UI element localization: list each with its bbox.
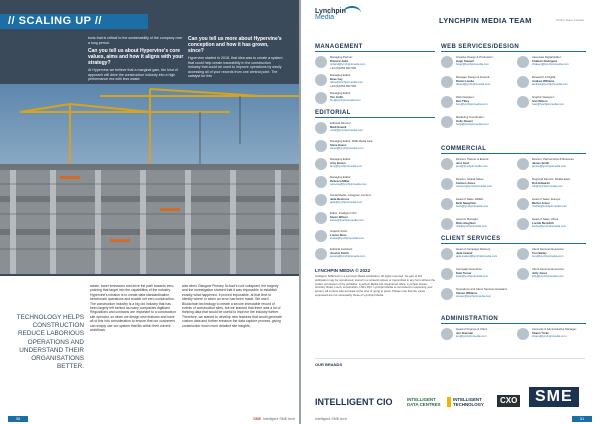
member-role: Head of Sales, Europe: [532,197,561,201]
member-name: Steven Williams [456,290,478,295]
member-name: Kate Turner [456,270,472,275]
member-name: Shaun Yorke [532,330,549,335]
member-email[interactable]: daniel@lynchpinmedia.com [456,82,491,87]
team-member [517,96,589,108]
member-name: Dave Cay [330,76,343,81]
team-member [315,194,435,206]
avatar [517,268,529,280]
member-email[interactable]: steve@lynchpinmedia.com [330,146,364,151]
member-role: Client Services Executive: [532,267,565,271]
avatar [315,56,327,68]
member-email[interactable]: jess@lynchpinmedia.com [456,164,488,169]
member-email[interactable]: louise@lynchpinmedia.com [330,236,365,241]
member-role: Client Services Executive: [532,247,565,251]
team-member [315,56,435,70]
member-email[interactable]: carmen@lynchpinmedia.com [456,184,493,189]
member-name: Jon Brennan [456,330,474,335]
member-role: Operations and Client Services Assistant: [456,287,508,291]
member-role: Editorial Director: [330,121,352,125]
avatar [517,218,529,230]
avatar [517,56,529,68]
member-role: Marketing Coordinator: [456,115,485,119]
avatar [315,92,327,104]
member-email[interactable]: james@lynchpinmedia.com [532,164,567,169]
member-role: Research & Digital: [532,75,556,79]
member-phone: +44 (0)1652 822 584 [330,65,357,70]
member-email[interactable]: dave@lynchpinmedia.com [330,80,363,85]
team-member [315,122,435,134]
brand-intelligent-data-centres: INTELLIGENT DATA CENTRES [407,397,441,407]
member-name: Holly Stower [456,118,473,123]
member-role: Campaign Executive: [456,267,483,271]
member-email[interactable]: rob@lynchpinmedia.com [532,184,563,189]
member-email[interactable]: beth@lynchpinmedia.com [456,204,489,209]
member-name: Louise West [330,232,347,237]
team-member [441,56,513,68]
member-role: Web Designer: [456,95,475,99]
avatar [315,230,327,242]
logo-text: Lynchpin [315,8,346,15]
body-text: tools that is critical to the sustainability of the company over a long period. [88,36,183,45]
member-email[interactable]: jade.ireland@lynchpinmedia.com [456,254,498,259]
member-role: Managing Editor: [330,73,352,77]
member-email[interactable]: richard@lynchpinmedia.com [330,62,366,67]
left-page [0,0,299,424]
member-name: Rick Houghton [456,220,476,225]
member-role: Social Media, Instagram Content: [330,193,372,197]
avatar [517,178,529,190]
section-heading-commercial: COMMERCIAL [441,146,586,154]
member-name: Tom Bailey [532,250,547,255]
team-member [315,176,435,188]
member-role: Managing Partner: [330,55,354,59]
member-name: James Smith [532,160,550,165]
team-member [315,248,435,260]
member-role: Regional Director, Middle East: [532,177,571,181]
team-member [441,198,513,210]
brands-label: OUR BRANDS [315,362,343,367]
member-email[interactable]: michel@lynchpinmedia.com [532,204,567,209]
lynchpin-logo [315,8,359,32]
avatar [441,96,453,108]
member-name: Carmen Jones [456,180,476,185]
member-role: Accounts & Administrative Manager: [532,327,577,331]
member-email[interactable]: mark@lynchpinmedia.com [330,128,363,133]
section-heading-web: WEB SERVICES/DESIGN [441,44,586,52]
member-name: Hugo Stewart [456,58,475,63]
brand-cxo: CXO [497,395,520,407]
team-member [517,268,589,280]
team-member [441,96,513,108]
brand-sme: SME [529,387,579,407]
member-name: Karen Wilson [330,214,348,219]
page-number: 31 [572,416,592,422]
avatar [517,96,529,108]
construction-site-image [0,84,299,274]
body-text: Hypervine started in 2018, that idea was to create a system that could help create traceability in the construction industry that could be used to improve operations by easily accessing all of your records from one central point. The catalyst for this [188,56,283,79]
avatar [441,268,453,280]
member-email[interactable]: jade@lynchpinmedia.com [330,200,363,205]
team-member [517,76,589,88]
team-member [315,140,435,152]
team-member [441,158,513,170]
member-role: Associate Digital Editor: [532,55,562,59]
member-email[interactable]: lorelle@lynchpinmedia.com [532,224,567,229]
member-email[interactable]: hugo@lynchpinmedia.com [456,62,490,67]
member-email[interactable]: ben@lynchpinmedia.com [456,102,488,107]
member-name: Ivan Wilson [532,98,548,103]
avatar [517,76,529,88]
avatar [315,194,327,206]
text-column-4: was when Glasgow Primary School's roof collapsed, the tragedy and the investigation showed that it was impossible to establish exactly what happened. It proved impossible, at that time to identify where or when an error had been made. We used Blockchain technology to create a secure immutable record of events of construction sites, but we learned that there was a lot of thinking data that would be useful to improve the industry further. Therefore, we started to develop new features that would generate custom data and further enhance the data capture process, giving construction much more detailed site insights. [182,284,282,328]
team-member [315,230,435,242]
member-role: Director, Partner & Events: [456,157,490,161]
member-email[interactable]: kate@lynchpinmedia.com [456,274,489,279]
member-name: Tim Goffe [330,94,344,99]
avatar [441,288,453,300]
member-name: Michel Joiner [532,200,550,205]
member-name: Jess Kent [456,160,470,165]
avatar [441,158,453,170]
page-number: 30 [8,416,28,422]
member-email[interactable]: amy@lynchpinmedia.com [330,164,363,169]
avatar [315,140,327,152]
member-name: Steve Evans [330,142,347,147]
team-member [315,92,435,104]
member-role: Director, Partnerships & Business: [532,157,575,161]
avatar [315,176,327,188]
member-role: Manager Design & Artwork: [456,75,491,79]
team-member [441,218,513,230]
member-email[interactable]: steven@lynchpinmedia.com [456,294,492,299]
member-role: Managing Editor: [330,91,352,95]
team-member [441,288,513,300]
member-email[interactable]: rick@lynchpinmedia.com [456,224,488,229]
avatar [441,248,453,260]
text-column-2 [188,36,284,79]
team-member [517,218,589,230]
member-email[interactable]: andrew@lynchpinmedia.com [532,82,568,87]
avatar [441,56,453,68]
team-member [441,268,513,280]
member-role: Editor, Intelligent CIO: [330,211,358,215]
member-role: Graphic Artist: [330,229,348,233]
folio-brand: SME [253,417,261,421]
avatar [441,328,453,340]
team-member [517,328,589,340]
section-heading-admin: ADMINISTRATION [441,316,586,324]
brand-intelligent-technology: INTELLIGENT TECHNOLOGY [447,397,493,407]
text-column-1 [88,36,184,82]
text-column-3: waste, lower emissions and drive the path towards zero, pushing that target into the capabilities of the industry. Hypervine's mission is to create data standardisation, benchmark operations and enable net zero construction. The construction industry is a big old industry that has been largely left behind as many companies digitised. Regulations and contracts are important to a construction site operator, so when we design new features and have all of this into consideration to ensure that our customers can simply use our system that fits within their current workflows. [90,284,176,333]
team-member [315,74,435,88]
brand-intelligent-cio: INTELLIGENT CIO [315,397,393,407]
team-member [517,248,589,260]
member-name: Jade Ireland [456,250,473,255]
avatar [441,76,453,88]
member-name: Lorelle Meredith [532,220,554,225]
question-heading: Can you tell us about Hypervine's core values, aims and how it aligns with your strategy? [88,48,184,67]
member-name: Jolly Jones [532,270,548,275]
member-email[interactable]: chaleen@lynchpinmedia.com [532,62,569,67]
member-email[interactable]: rebecca@lynchpinmedia.com [330,182,367,187]
member-role: Account Manager: [456,217,479,221]
member-name: Rebecca Miller [330,178,350,183]
member-email[interactable]: jolly@lynchpinmedia.com [532,274,564,279]
member-email[interactable]: holly@lynchpinmedia.com [456,122,489,127]
member-role: Graphic Designer: [532,95,555,99]
member-email[interactable]: ivan@lynchpinmedia.com [532,102,564,107]
avatar [517,248,529,260]
member-email[interactable]: tim@lynchpinmedia.com [330,98,361,103]
publisher-title: LYNCHPIN MEDIA © 2022 [315,268,371,273]
construction-photo [0,84,299,274]
member-email[interactable]: jon@lynchpinmedia.com [456,334,487,339]
team-member [441,328,513,340]
member-name: Rob Edwards [532,180,550,185]
member-role: Head of Sales, Africa: [532,217,559,221]
member-role: Director, Global Sales: [456,177,484,181]
member-name: Daniel Lemke [456,78,475,83]
avatar [441,178,453,190]
member-role: Editorial Assistant: [330,247,353,251]
member-name: Andrew Williams [532,78,555,83]
team-member [517,198,589,210]
member-role: Head of Campaign Delivery: [456,247,491,251]
folio-text: Intelligent SME.tech [263,417,295,421]
team-member [441,178,513,190]
team-member [441,116,513,128]
team-member [315,158,435,170]
member-role: Head of Finance & Chief: [456,327,488,331]
member-role: Managing Editor: [330,157,352,161]
avatar [517,158,529,170]
team-member [517,56,589,68]
avatar [315,122,327,134]
body-text: At Hypervine we believe that a marginal gain, the kind of approach will drive the construction industry into a high performance era with less waste. [88,68,178,82]
right-page [301,0,600,424]
member-name: Mark Dowell [330,124,347,129]
page-title: LYNCHPIN MEDIA TEAM [439,16,532,25]
member-email[interactable]: tom@lynchpinmedia.com [532,254,564,259]
member-role: Managing Editor: [330,175,352,179]
member-name: Jessica Smith [330,250,349,255]
member-name: Beth Naughton [456,200,477,205]
member-phone: +44 (0)1652 822 584 [330,83,357,88]
member-email[interactable]: jessica@lynchpinmedia.com [330,254,366,259]
avatar [315,74,327,86]
avatar [441,116,453,128]
publisher-text: Intelligent SME.tech is a Lynchpin Media publication. All rights reserved. No part of this publication may be reproduced, stored in a retrieval system or transmitted in any form without the written permission of the publisher. Lynchpin Media Ltd. Registered office: Lynchpin House, Grimsby Road, Louth, Lincolnshire, LN11 0SX. Lynchpin Media is committed to respecting your privacy. All content was accurate at the time of going to press. Please note that the views expressed are not necessarily those of Lynchpin Media. [315,274,436,297]
avatar [315,248,327,260]
avatar [441,198,453,210]
section-heading-management: MANAGEMENT [315,44,435,52]
team-member [517,178,589,190]
team-member [315,212,435,224]
member-role: Head of Sales, EMEA: [456,197,484,201]
member-name: Jade Bemrose [330,196,350,201]
avatar [315,212,327,224]
team-member [441,248,513,260]
lower-text-area [0,276,299,424]
logo-arc-icon [343,6,361,20]
member-email[interactable]: karen@lynchpinmedia.com [330,218,364,223]
member-role: Managing Editor, SME Media Asia: [330,139,374,143]
logo-subtext: Media [315,14,335,21]
member-name: Amy Brown [330,160,346,165]
pull-quote: TECHNOLOGY HELPS CONSTRUCTION REDUCE LABORIOUS OPERATIONS AND UNDERSTAND THEIR ORGANISATIONS BETTER. [16,314,84,371]
member-role: Creative Design & Production: [456,55,494,59]
team-member [441,76,513,88]
member-name: Ben Tilley [456,98,470,103]
member-email[interactable]: shaun@lynchpinmedia.com [532,334,567,339]
avatar [517,198,529,210]
member-name: Richard Judd [330,58,348,63]
section-banner: // SCALING UP // [0,14,148,29]
avatar [517,328,529,340]
member-name: Chaleen Rodriguez [532,58,558,63]
section-heading-editorial: EDITORIAL [315,110,435,118]
avatar [315,158,327,170]
section-heading-client: CLIENT SERVICES [441,236,586,244]
brands-strip [315,358,585,413]
team-member [517,158,589,170]
avatar [441,218,453,230]
folio-text: Intelligent SME.tech [315,417,347,421]
question-heading: Can you tell us more about Hypervine's conception and how it has grown, since? [188,36,282,54]
header-note: Online Team Contact [556,18,584,22]
